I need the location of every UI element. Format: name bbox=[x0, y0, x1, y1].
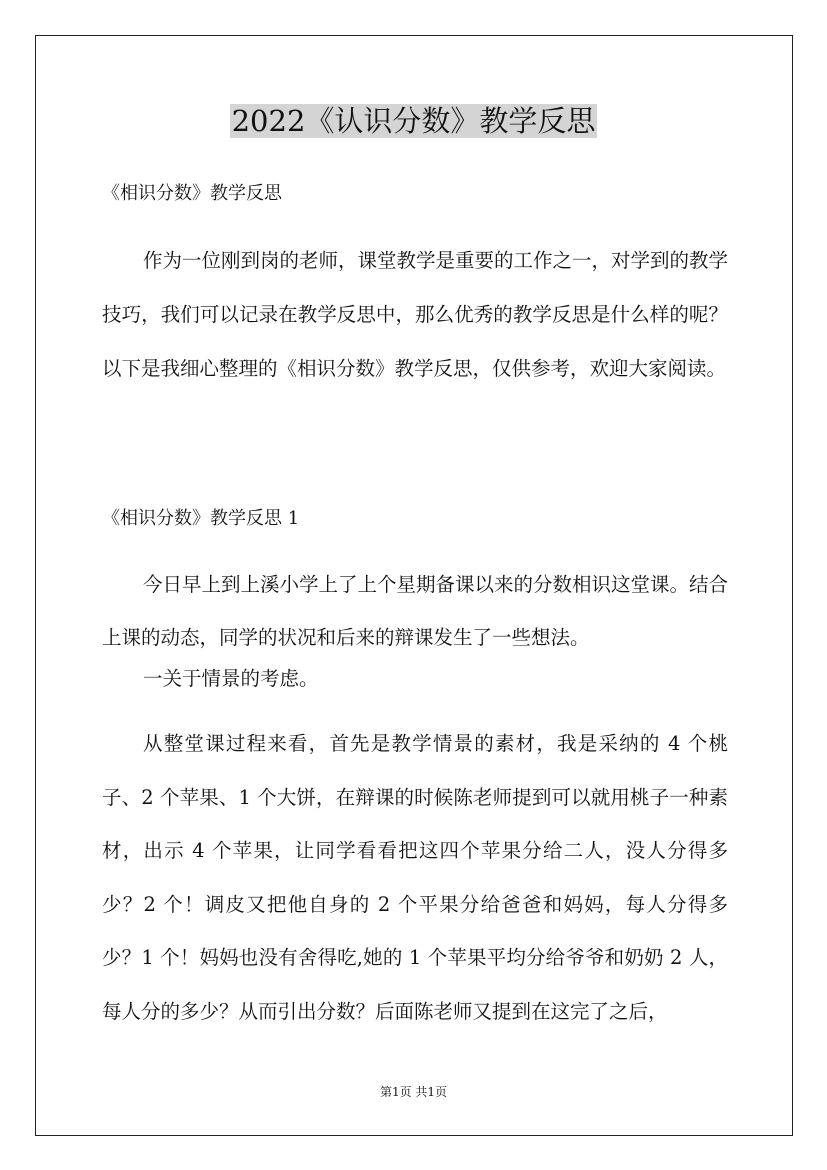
section-heading: 《相识分数》教学反思 1 bbox=[102, 508, 300, 529]
body-paragraph: 今日早上到上溪小学上了上个星期备课以来的分数相识这堂课。结合上课的动态，同学的状况和后来的辩课发生了一些想法。 bbox=[102, 573, 729, 649]
intro-paragraph: 作为一位刚到岗的老师，课堂教学是重要的工作之一，对学到的教学技巧，我们可以记录在教学反思中，那么优秀的教学反思是什么样的呢？以下是我细心整理的《相识分数》教学反思，仅供参考，欢迎大家阅读。 bbox=[102, 249, 729, 380]
body-paragraph: 从整堂课过程来看，首先是教学情景的素材，我是采纳的 4 个桃子、2 个苹果、1 个大饼，在辩课的时候陈老师提到可以就用桃子一种素材，出示 4 个苹果，让同学看看把这四个苹果分给二人，没人分得多少？2 个！调皮又把他自身的 2 个平果分给爸爸和妈妈，每人分得多少？1 个！妈妈也没有舍得吃,她的 1 个苹果平均分给爷爷和奶奶 2 人，每人分的多少？从而引出分数？后面陈老师又提到在这完了之后， bbox=[102, 732, 728, 1023]
document-title-text: 2022《认识分数》教学反思 bbox=[231, 104, 596, 138]
intro-heading: 《相识分数》教学反思 bbox=[102, 183, 282, 204]
document-title bbox=[0, 100, 827, 142]
body-paragraph: 一关于情景的考虑。 bbox=[143, 667, 319, 690]
page-footer: 第1页 共1页 bbox=[379, 1085, 448, 1099]
